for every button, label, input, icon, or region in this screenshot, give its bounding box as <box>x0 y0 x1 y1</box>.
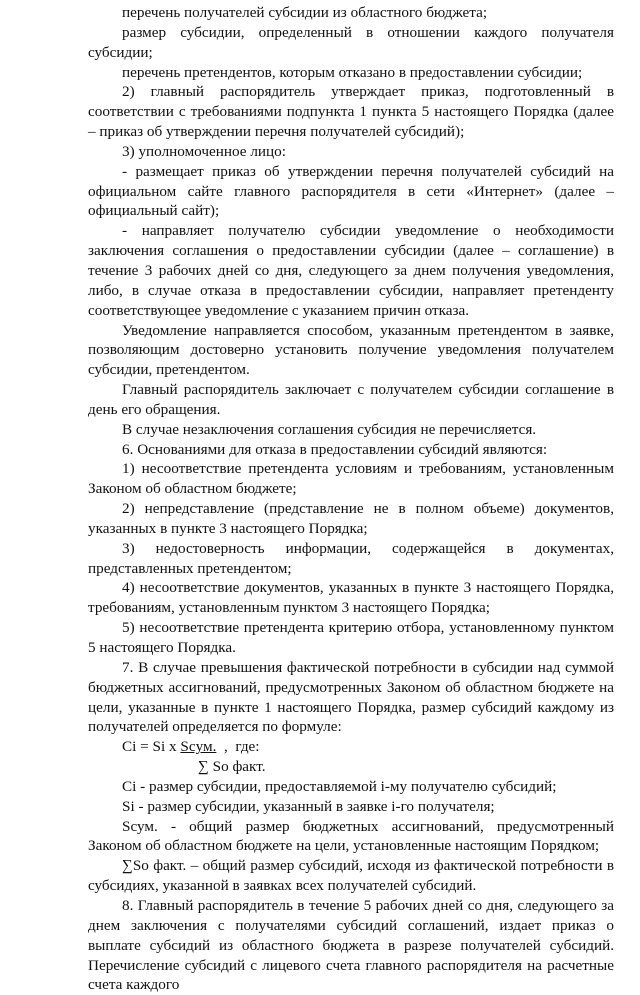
formula-denominator: ∑ So факт. <box>198 758 266 776</box>
paragraph: Главный распорядитель заключает с получателем субсидии соглашение в день его обращения. <box>88 381 614 418</box>
paragraph: Уведомление направляется способом, указанным претендентом в заявке, позволяющим достоверно установить получение уведомления получателем субсидии, претендентом. <box>88 321 614 379</box>
formula-tail: , где: <box>216 738 260 756</box>
paragraph: 5) несоответствие претендента критерию отбора, установленному пунктом 5 настоящего Порядка. <box>88 619 614 656</box>
formula-lhs: Ci = Si x <box>122 738 181 756</box>
paragraph: размер субсидии, определенный в отношении каждого получателя субсидии; <box>88 23 614 61</box>
subsidy-formula <box>88 737 614 777</box>
paragraph: - направляет получателю субсидии уведомление о необходимости заключения соглашения о предоставлении субсидии (далее – соглашение) в течение 3 рабочих дней со дня, следующего за днем получения уведомления, либо, в случае отказа в предоставлении субсидии, направляет претенденту соответствующее уведомление с указанием причин отказа. <box>88 222 614 319</box>
paragraph: - размещает приказ об утверждении перечня получателей субсидий на официальном сайте главного распорядителя в сети «Интернет» (далее – официальный сайт); <box>88 162 614 220</box>
paragraph: 2) главный распорядитель утверждает приказ, подготовленный в соответствии с требованиями подпункта 1 пункта 5 настоящего Порядка (далее – приказ об утверждении перечня получателей субсидий); <box>88 83 614 141</box>
paragraph: 8. Главный распорядитель в течение 5 рабочих дней со дня, следующего за днем заключения с получателями субсидий соглашений, издает приказ о выплате субсидий из областного бюджета в разрезе получателей субсидий. Перечисление субсидий с лицевого счета главного распорядителя на расчетные счета каждого <box>88 896 614 994</box>
paragraph: перечень претендентов, которым отказано в предоставлении субсидии; <box>122 63 583 81</box>
paragraph: 2) непредставление (представление не в полном объеме) документов, указанных в пункте 3 настоящего Порядка; <box>88 500 614 537</box>
definition: Si - размер субсидии, указанный в заявке i-го получателя; <box>122 797 495 815</box>
formula-numerator: Scум. <box>180 738 217 756</box>
formula-row <box>122 737 614 757</box>
paragraph: 7. В случае превышения фактической потребности в субсидии над суммой бюджетных ассигнований, предусмотренных Законом об областном бюджете на цели, указанные в пункте 1 настоящего Порядка, размер субсидий каждому из получателей определяется по формуле: <box>88 658 614 736</box>
paragraph: В случае незаключения соглашения субсидия не перечисляется. <box>122 420 537 438</box>
paragraph: 3) недостоверность информации, содержащейся в документах, представленных претендентом; <box>88 539 614 577</box>
definition: Ci - размер субсидии, предоставляемой i-му получателю субсидий; <box>122 777 557 795</box>
paragraph: 1) несоответствие претендента условиям и требованиям, установленным Законом об областном бюджете; <box>88 460 614 498</box>
paragraph: перечень получателей субсидии из областного бюджета; <box>122 4 488 21</box>
definition: ∑So факт. – общий размер субсидий, исходя из фактической потребности в субсидиях, указанной в заявках всех получателей субсидий. <box>88 857 614 895</box>
paragraph: 3) уполномоченное лицо: <box>122 142 286 160</box>
paragraph: 6. Основаниями для отказа в предоставлении субсидий являются: <box>122 440 548 458</box>
paragraph: 4) несоответствие документов, указанных в пункте 3 настоящего Порядка, требованиям, установленным пунктом 3 настоящего Порядка; <box>88 579 614 617</box>
definition: Sсум. - общий размер бюджетных ассигнований, предусмотренный Законом об областном бюджете на цели, установленные настоящим Порядком; <box>88 817 614 855</box>
